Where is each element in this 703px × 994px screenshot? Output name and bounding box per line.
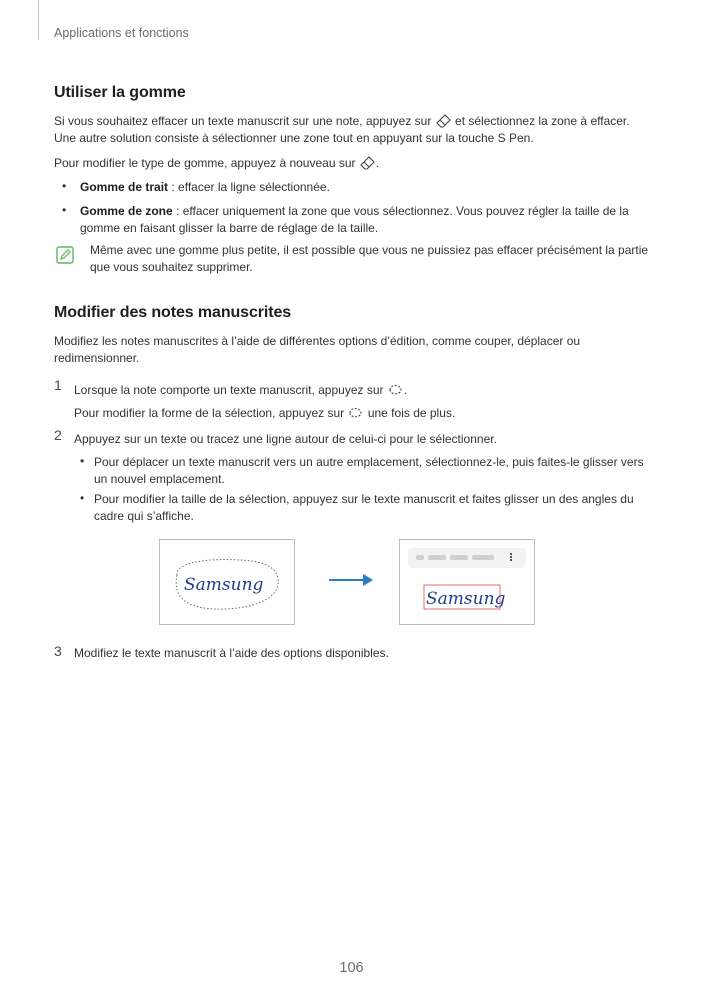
note-icon (56, 246, 74, 264)
eraser-bullet-area (80, 203, 650, 237)
section-header: Applications et fonctions (54, 26, 189, 40)
eraser-para2-a: Pour modifier le type de gomme, appuyez à nouveau sur (54, 156, 356, 170)
bullet-dot: • (80, 491, 85, 505)
edit-intro: Modifiez les notes manuscrites à l’aide de différentes options d’édition, comme couper, déplacer ou redimensionner. (54, 334, 581, 365)
figure-before (159, 539, 295, 625)
step-1-sub (74, 404, 654, 422)
eraser-para2-b: . (375, 156, 380, 170)
step-3-text: Modifiez le texte manuscrit à l’aide des options disponibles. (74, 646, 389, 660)
eraser-icon (435, 112, 452, 129)
selection-lasso-icon (387, 381, 404, 398)
bullet-term: Gomme de trait (80, 180, 169, 194)
eraser-para1-a: Si vous souhaitez effacer un texte manuscrit sur une note, appuyez sur (54, 114, 432, 128)
step-2-text: Appuyez sur un texte ou tracez une ligne autour de celui-ci pour le sélectionner. (74, 432, 497, 446)
handwriting-text: Samsung (426, 589, 506, 609)
step-1-text-a: Lorsque la note comporte un texte manuscrit, appuyez sur (74, 383, 384, 397)
eraser-bullet-stroke (80, 179, 650, 196)
step-number: 1 (54, 377, 62, 393)
step-1-sub-a: Pour modifier la forme de la sélection, appuyez sur (74, 406, 345, 420)
figure-after (399, 539, 535, 625)
step-1-sub-b: une fois de plus. (367, 406, 456, 420)
arrow-icon (327, 572, 375, 588)
selection-lasso-icon (347, 404, 364, 421)
step-number: 3 (54, 643, 62, 659)
eraser-para2 (54, 154, 654, 172)
handwriting-text: Samsung (184, 575, 264, 595)
step-1-text-b: . (403, 383, 408, 397)
header-rule (38, 0, 39, 40)
bullet-dot: • (80, 454, 85, 468)
step-2-bullet: Pour modifier la taille de la sélection, appuyez sur le texte manuscrit et faites glisser un des angles du cadre qui s’affiche. (94, 492, 634, 523)
edit-title: Modifier des notes manuscrites (54, 304, 292, 321)
eraser-icon (359, 154, 376, 171)
bullet-text: : effacer uniquement la zone que vous sélectionnez. Vous pouvez régler la taille de la gomme en faisant glisser la barre de réglage de la taille. (80, 204, 629, 235)
bullet-dot: • (62, 179, 67, 193)
page-number: 106 (339, 960, 364, 976)
step-2-bullet: Pour déplacer un texte manuscrit vers un autre emplacement, sélectionnez-le, puis faites-le glisser vers un nouvel emplacement. (94, 455, 644, 486)
eraser-title: Utiliser la gomme (54, 84, 186, 101)
step-number: 2 (54, 427, 62, 443)
bullet-term: Gomme de zone (80, 204, 173, 218)
eraser-para1-b: et sélectionnez la zone à effacer. (455, 114, 630, 128)
eraser-para1-c: Une autre solution consiste à sélectionner une zone tout en appuyant sur la touche S Pen. (54, 131, 534, 145)
bullet-dot: • (62, 203, 67, 217)
note-text: Même avec une gomme plus petite, il est possible que vous ne puissiez pas effacer précisément la partie que vous souhaitez supprimer. (90, 243, 649, 274)
bullet-text: : effacer la ligne sélectionnée. (168, 180, 330, 194)
eraser-para1 (54, 112, 654, 147)
step-1-text (74, 381, 654, 399)
